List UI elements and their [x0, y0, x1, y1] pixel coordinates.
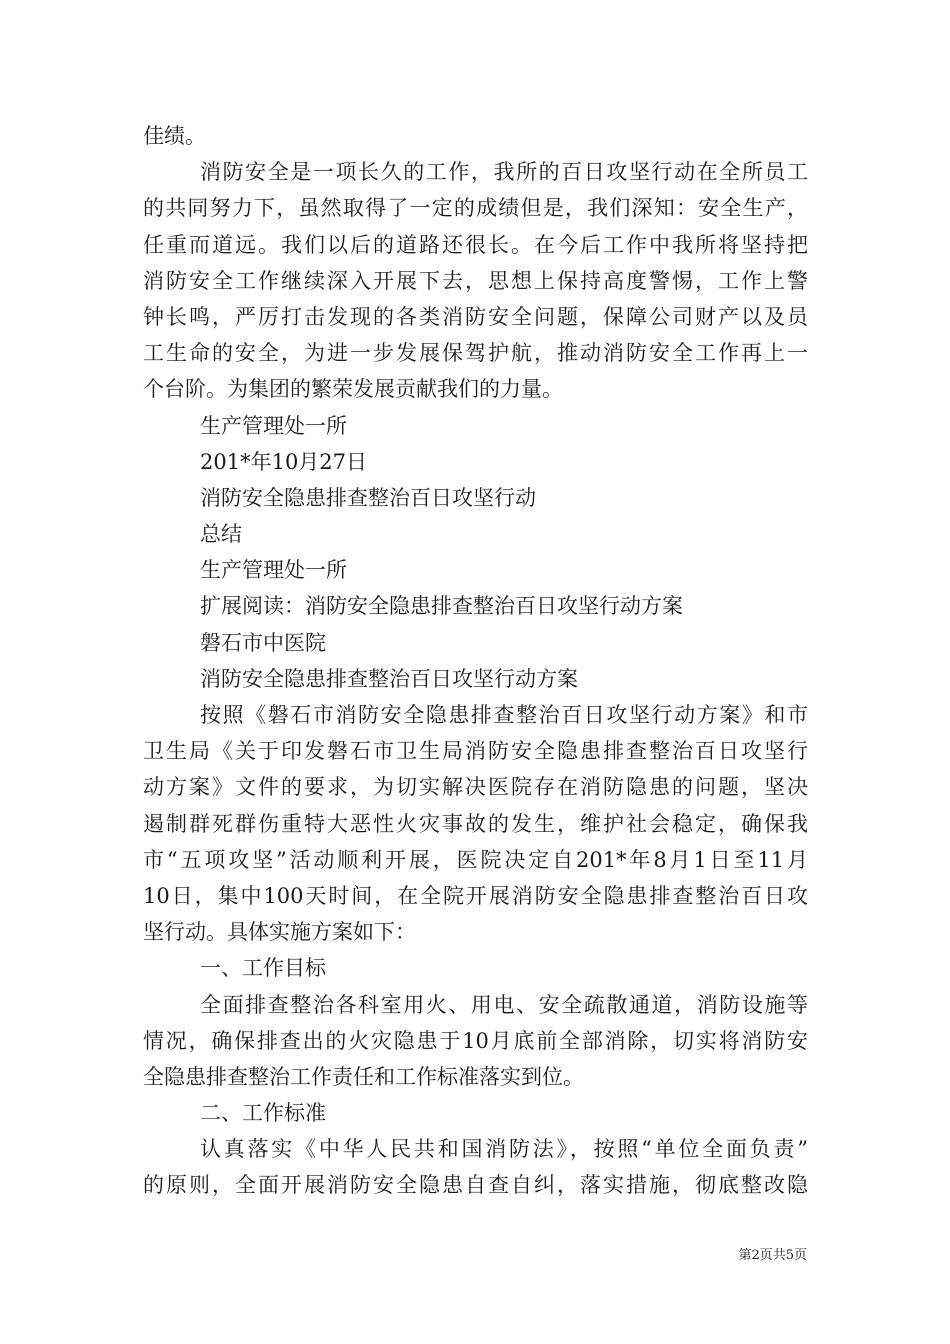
text-line: 任重而道远。我们以后的道路还很长。在今后工作中我所将坚持把 — [143, 232, 808, 257]
text-line: 遏制群死群伤重特大恶性火灾事故的发生，维护社会稳定，确保我 — [143, 811, 808, 836]
text-line: 动方案》文件的要求，为切实解决医院存在消防隐患的问题，坚决 — [143, 775, 808, 800]
text-line: 磐石市中医院 — [200, 630, 326, 655]
text-line: 按照《磐石市消防安全隐患排查整治百日攻坚行动方案》和市 — [200, 703, 808, 727]
text-line: 个台阶。为集团的繁荣发展贡献我们的力量。 — [143, 377, 563, 402]
text-line: 认真落实《中华人民共和国消防法》，按照“单位全面负责” — [200, 1137, 808, 1162]
text-line: 总结 — [200, 522, 242, 547]
text-line: 消防安全是一项长久的工作，我所的百日攻坚行动在全所员工 — [200, 160, 808, 185]
text-line: 佳绩。 — [143, 124, 206, 148]
text-line: 工生命的安全，为进一步发展保驾护航，推动消防安全工作再上一 — [143, 341, 808, 366]
text-line: 情况，确保排查出的火灾隐患于10月底前全部消除，切实将消防安 — [143, 1028, 808, 1053]
text-line: 消防安全隐患排查整治百日攻坚行动 — [200, 485, 536, 510]
text-line: 生产管理处一所 — [200, 558, 347, 583]
text-line: 全面排查整治各科室用火、用电、安全疏散通道，消防设施等 — [200, 992, 808, 1017]
page-number: 第2页共5页 — [738, 1248, 807, 1263]
text-line: 的共同努力下，虽然取得了一定的成绩但是，我们深知：安全生产， — [143, 196, 808, 221]
text-line: 钟长鸣，严厉打击发现的各类消防安全问题，保障公司财产以及员 — [143, 304, 808, 329]
document-body — [143, 118, 808, 1204]
text-line: 201*年10月27日 — [200, 449, 368, 474]
text-line: 扩展阅读：消防安全隐患排查整治百日攻坚行动方案 — [200, 594, 683, 619]
text-line: 10日，集中100天时间，在全院开展消防安全隐患排查整治百日攻 — [143, 883, 808, 908]
text-line: 的原则，全面开展消防安全隐患自查自纠，落实措施，彻底整改隐 — [143, 1173, 808, 1198]
text-line: 市“五项攻坚”活动顺利开展，医院决定自201*年8月1日至11月 — [143, 847, 808, 872]
section-heading: 二、工作标准 — [200, 1101, 326, 1126]
text-line: 卫生局《关于印发磐石市卫生局消防安全隐患排查整治百日攻坚行 — [143, 739, 808, 764]
section-heading: 一、工作目标 — [200, 956, 326, 981]
text-line: 消防安全隐患排查整治百日攻坚行动方案 — [200, 666, 578, 691]
text-line: 消防安全工作继续深入开展下去，思想上保持高度警惕，工作上警 — [143, 268, 808, 293]
text-line: 坚行动。具体实施方案如下： — [143, 920, 416, 945]
text-line: 生产管理处一所 — [200, 413, 347, 438]
text-line: 全隐患排查整治工作责任和工作标准落实到位。 — [143, 1064, 584, 1089]
